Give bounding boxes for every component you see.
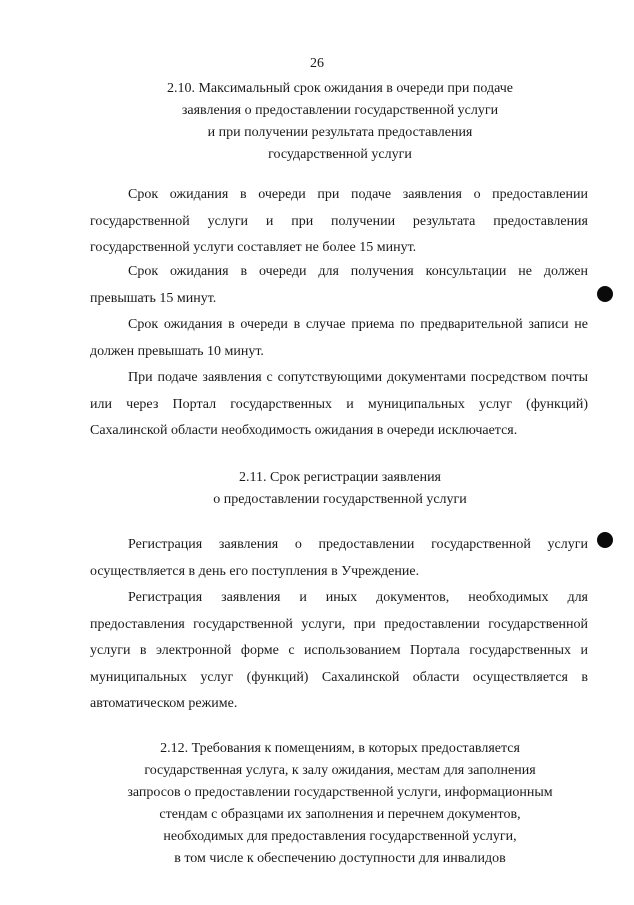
heading-line: 2.12. Требования к помещениям, в которых предоставляется [160,741,520,756]
binding-hole-mark [597,532,613,548]
heading-line: заявления о предоставлении государственной услуги [181,103,499,118]
binding-hole-mark [597,286,613,302]
section-2-11-heading [70,467,610,511]
paragraph: Срок ожидания в очереди для получения консультации не должен превышать 15 минут. [90,264,588,306]
heading-line: 2.11. Срок регистрации заявления [239,470,441,485]
paragraph: Срок ожидания в очереди при подаче заявления о предоставлении государственной услуги и при получении результата предоставления государственной услуги составляет не более 15 минут. [90,187,588,255]
heading-line: 2.10. Максимальный срок ожидания в очереди при подаче [166,81,514,96]
paragraph: Регистрация заявления о предоставлении государственной услуги осуществляется в день его поступления в Учреждение. [90,537,588,579]
section-2-12-heading [70,738,610,870]
heading-line: стендам с образцами их заполнения и перечнем документов, [159,807,521,822]
heading-line: в том числе к обеспечению доступности для инвалидов [174,851,506,866]
heading-line: государственная услуга, к залу ожидания, местам для заполнения [144,763,536,778]
heading-line: государственной услуги [268,147,412,162]
heading-line: о предоставлении государственной услуги [213,492,467,507]
heading-line: необходимых для предоставления государственной услуги, [163,829,517,844]
page-number: 26 [310,56,324,71]
heading-line: и при получении результата предоставления [207,125,473,140]
paragraph: При подаче заявления с сопутствующими документами посредством почты или через Портал государственных и муниципальных услуг (функций) Сахалинской области необходимость ожидания в очереди исключается. [90,370,588,438]
heading-line: запросов о предоставлении государственной услуги, информационным [127,785,553,800]
section-2-10-heading [70,78,610,166]
paragraph: Срок ожидания в очереди в случае приема по предварительной записи не должен превышать 10 минут. [90,317,588,359]
paragraph: Регистрация заявления и иных документов, необходимых для предоставления государственной услуги, при предоставлении государственной услуги в электронной форме с использованием Портала государственных и муниципальных услуг (функций) Сахалинской области осуществляется в автоматическом режиме. [90,590,588,711]
